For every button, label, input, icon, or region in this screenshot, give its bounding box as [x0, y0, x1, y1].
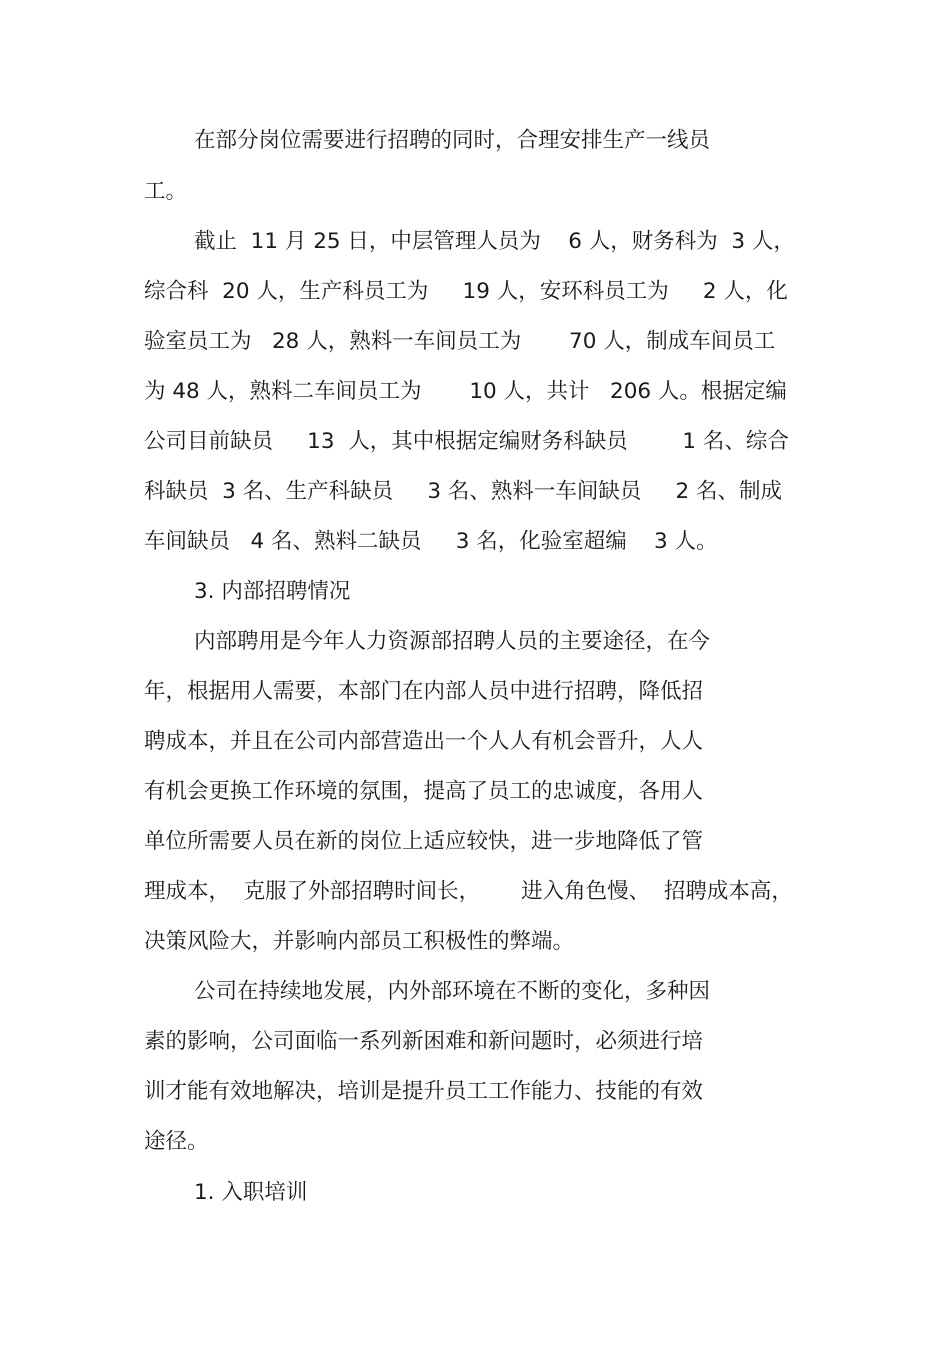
section-heading-1: 1. 入职培训 — [194, 1180, 308, 1205]
paragraph-2-line-7: 车间缺员 4 名、熟料二缺员 3 名，化验室超编 3 人。 — [144, 529, 718, 554]
paragraph-2-line-3: 验室员工为 28 人，熟料一车间员工为 70 人，制成车间员工 — [144, 329, 776, 354]
paragraph-3-line-4: 有机会更换工作环境的氛围，提高了员工的忠诚度，各用人 — [144, 779, 704, 804]
paragraph-4-line-1: 公司在持续地发展，内外部环境在不断的变化，多种因 — [194, 979, 711, 1004]
paragraph-3-line-2: 年，根据用人需要，本部门在内部人员中进行招聘，降低招 — [144, 679, 704, 704]
paragraph-1-line-1: 在部分岗位需要进行招聘的同时，合理安排生产一线员 — [194, 128, 711, 153]
paragraph-2-line-6: 科缺员 3 名、生产科缺员 3 名、熟料一车间缺员 2 名、制成 — [144, 479, 783, 504]
paragraph-2-line-5: 公司目前缺员 13 人，其中根据定编财务科缺员 1 名、综合 — [144, 429, 789, 454]
section-heading-3: 3. 内部招聘情况 — [194, 579, 351, 604]
paragraph-3-line-3: 聘成本，并且在公司内部营造出一个人人有机会晋升，人人 — [144, 729, 704, 754]
paragraph-3-line-1: 内部聘用是今年人力资源部招聘人员的主要途径，在今 — [194, 629, 711, 654]
paragraph-3-line-5: 单位所需要人员在新的岗位上适应较快，进一步地降低了管 — [144, 829, 704, 854]
paragraph-2-line-2: 综合科 20 人，生产科员工为 19 人，安环科员工为 2 人，化 — [144, 279, 788, 304]
paragraph-4-line-3: 训才能有效地解决，培训是提升员工工作能力、技能的有效 — [144, 1079, 704, 1104]
paragraph-2-line-1: 截止 11 月 25 日，中层管理人员为 6 人，财务科为 3 人， — [194, 229, 795, 254]
paragraph-4-line-2: 素的影响，公司面临一系列新困难和新问题时，必须进行培 — [144, 1029, 704, 1054]
paragraph-3-line-6: 理成本， 克服了外部招聘时间长， 进入角色慢、 招聘成本高， — [144, 879, 793, 904]
paragraph-2-line-4: 为 48 人，熟料二车间员工为 10 人，共计 206 人。根据定编 — [144, 379, 787, 404]
paragraph-1-line-2: 工。 — [144, 179, 188, 204]
paragraph-4-line-4: 途径。 — [144, 1129, 209, 1154]
paragraph-3-line-7: 决策风险大，并影响内部员工积极性的弊端。 — [144, 929, 575, 954]
